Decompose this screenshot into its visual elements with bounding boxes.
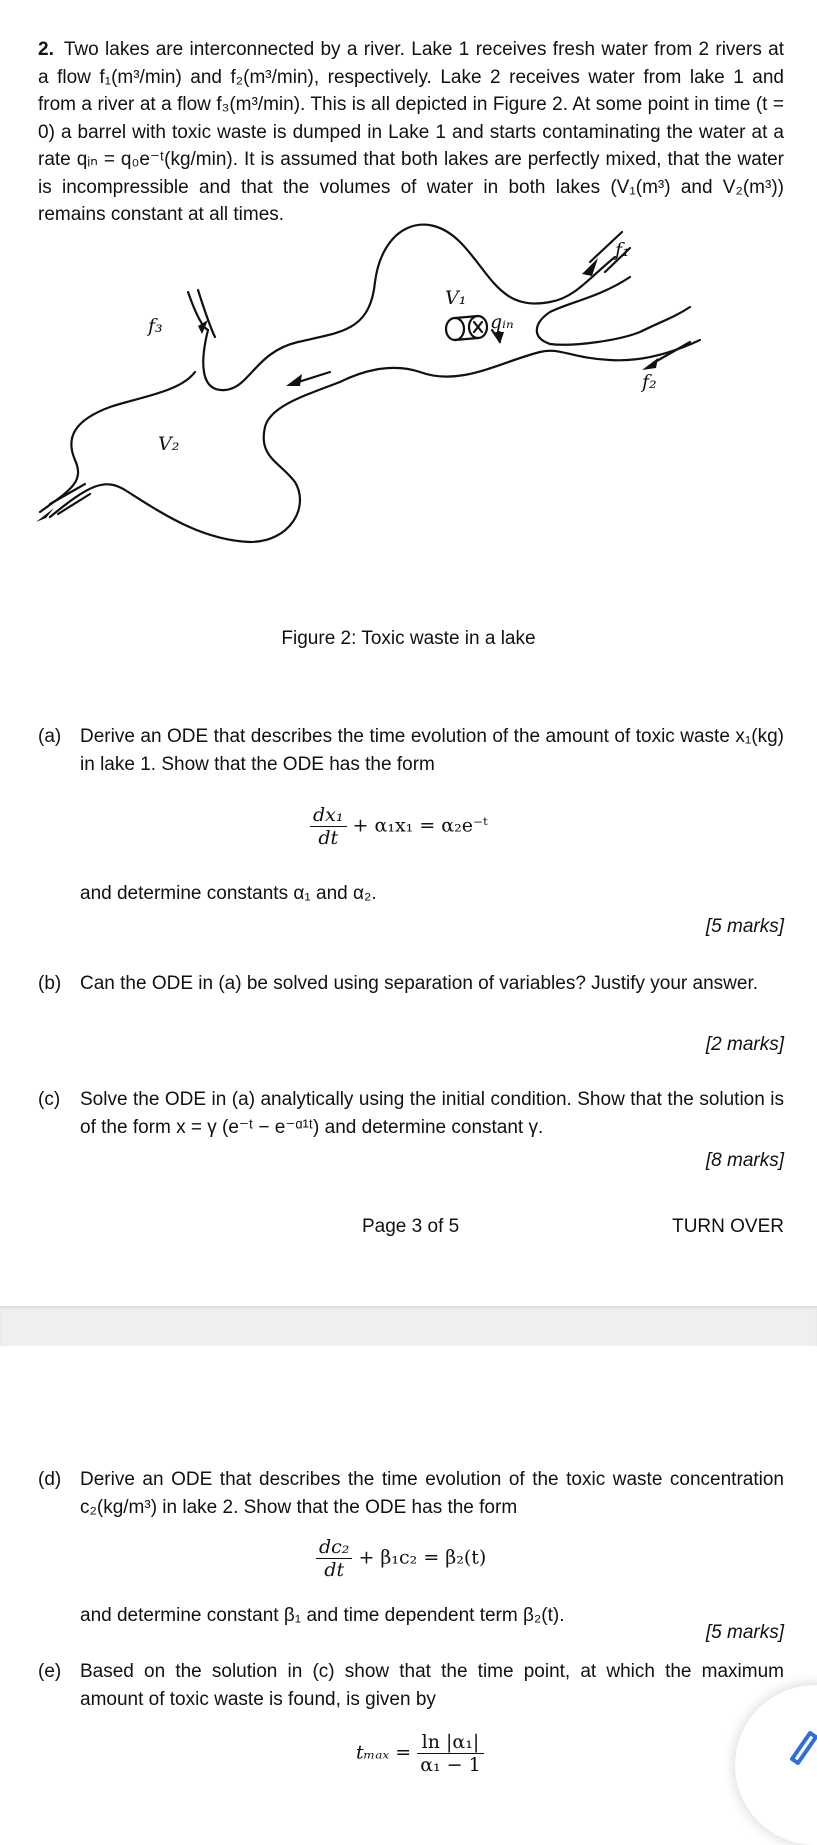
part-a-label: (a): [38, 726, 62, 747]
part-a-text: Derive an ODE that describes the time evolution of the amount of toxic waste x₁(kg) in lake 1. Show that the ODE has the form: [80, 726, 784, 775]
equation-d: [316, 1536, 486, 1581]
question-intro: [38, 36, 784, 229]
page-number: Page 3 of 5: [362, 1216, 460, 1237]
equation-a: [310, 804, 488, 849]
equation-e-numerator: ln |α₁|: [417, 1731, 484, 1754]
part-b-text: Can the ODE in (a) be solved using separation of variables? Justify your answer.: [80, 973, 759, 994]
part-d-label: (d): [38, 1469, 62, 1490]
part-d-after: and determine constant β₁ and time dependent term β₂(t).: [80, 1605, 565, 1626]
part-b-label: (b): [38, 973, 62, 994]
pencil-icon[interactable]: [788, 1725, 817, 1765]
equation-a-rest: + α₁x₁ = α₂e⁻ᵗ: [352, 814, 488, 837]
equation-d-denominator: dt: [324, 1559, 345, 1581]
part-e-text: Based on the solution in (c) show that the time point, at which the maximum amount of toxic waste is found, is given by: [80, 1661, 784, 1710]
equation-e-lhs: tₘₐₓ =: [356, 1741, 412, 1764]
label-f3: f₃: [148, 315, 163, 337]
part-b: [38, 970, 784, 998]
label-f2: f₂: [642, 371, 657, 393]
turn-over: TURN OVER: [672, 1216, 784, 1237]
part-a-after: and determine constants α₁ and α₂.: [80, 883, 377, 904]
part-e-label: (e): [38, 1661, 62, 1682]
part-e: [38, 1658, 784, 1714]
f2-arrow-icon: [642, 358, 658, 370]
label-qin: qᵢₙ: [490, 311, 514, 333]
part-b-marks: [2 marks]: [705, 1034, 784, 1055]
equation-e-denominator: α₁ − 1: [420, 1754, 481, 1776]
question-intro-text: Two lakes are interconnected by a river. Lake 1 receives fresh water from 2 rivers at a flow f₁(m³/min) and f₂(m³/min), respectively. Lake 2 receives water from lake 1 and from a river at a flow f₃(m³/min). This is all depicted in Figure 2. At some point in time (t = 0) a barrel with toxic waste is dumped in Lake 1 and starts contaminating the water at a rate qᵢₙ = q₀e⁻ᵗ(kg/min). It is assumed that both lakes are perfectly mixed, that the water is incompressible and that the volumes of water in both lakes (V₁(m³) and V₂(m³)) remains constant at all times.: [38, 39, 784, 225]
label-V1: V₁: [445, 287, 467, 309]
part-c-label: (c): [38, 1089, 61, 1110]
part-a-marks: [5 marks]: [705, 916, 784, 937]
part-a: [38, 723, 784, 779]
equation-d-numerator: dc₂: [316, 1536, 352, 1559]
label-f1: f₁: [615, 239, 630, 261]
equation-e: [356, 1731, 484, 1776]
question-number: 2.: [38, 39, 54, 60]
label-V2: V₂: [158, 433, 180, 455]
inter-lake-arrow-icon: [286, 374, 302, 386]
exam-page-4: [0, 1346, 817, 1795]
equation-a-numerator: dx₁: [310, 804, 347, 827]
part-c: [38, 1086, 784, 1142]
lakes-figure: [30, 222, 790, 622]
equation-d-rest: + β₁c₂ = β₂(t): [358, 1546, 487, 1569]
equation-a-denominator: dt: [318, 827, 339, 849]
part-c-marks: [8 marks]: [705, 1150, 784, 1171]
part-c-text: Solve the ODE in (a) analytically using the initial condition. Show that the solution is of the form x = γ (e⁻ᵗ − e⁻ᵅ¹ᵗ) and determine constant γ.: [80, 1089, 784, 1138]
page-separator: [0, 1306, 817, 1347]
part-d-text: Derive an ODE that describes the time evolution of the toxic waste concentration c₂(kg/m³) in lake 2. Show that the ODE has the form: [80, 1469, 784, 1518]
figure-caption: Figure 2: Toxic waste in a lake: [281, 628, 536, 649]
part-d-marks: [5 marks]: [705, 1622, 784, 1643]
part-d: [38, 1466, 784, 1522]
